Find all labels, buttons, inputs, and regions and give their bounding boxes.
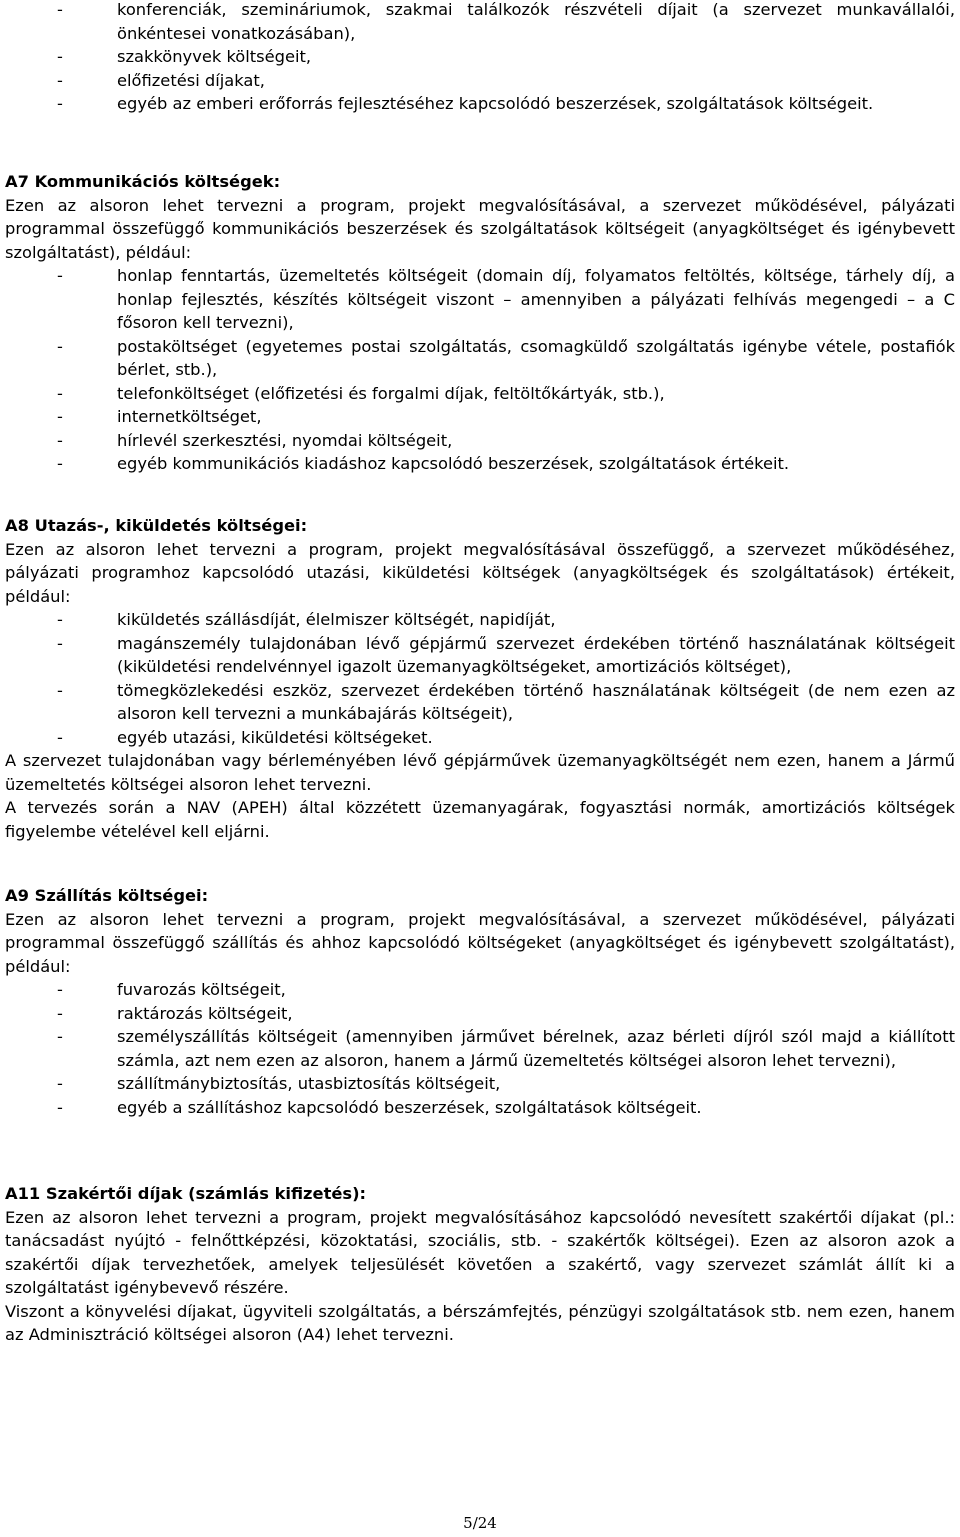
list-item-text: egyéb kommunikációs kiadáshoz kapcsolódó beszerzések, szolgáltatások értékeit. (117, 454, 790, 473)
list-item (5, 978, 955, 1002)
list-dash: - (57, 430, 63, 450)
section-a9 (5, 884, 955, 1119)
section-intro: Ezen az alsoron lehet tervezni a program, projekt megvalósításához kapcsolódó nevesített szakértői díjakat (pl.: tanácsadást nyújtó - felnőttképzési, közoktatási, szociális, stb. - szakértők költségei). Ezen az alsoron azok a szakértői díjak tervezhetőek, amelyek teljesülését követően a szakértő, vagy szervezet számlát állít ki a szolgáltatást igénybevevő részére. (5, 1207, 955, 1297)
list-dash: - (57, 454, 63, 473)
section-note: A tervezés során a NAV (APEH) által közzétett üzemanyagárak, fogyasztási normák, amortizációs költségek figyelembe vételével kell eljárni. (5, 798, 955, 841)
section-intro: Ezen az alsoron lehet tervezni a program, projekt megvalósításával, a szervezet működésével, pályázati programmal összefüggő szállítás és ahhoz kapcsolódó költségeket (anyagköltséget és igénybevett szolgáltatást), például: (5, 909, 955, 976)
list-dash: - (57, 1097, 63, 1117)
section-note: A szervezet tulajdonában vagy bérleményében lévő gépjárművek üzemanyagköltségét nem ezen, hanem a Jármű üzemeltetés költségei alsoron lehet tervezni. (5, 751, 955, 794)
list-item-text: telefonköltséget (előfizetési és forgalmi díjak, feltöltőkártyák, stb.), (117, 383, 665, 403)
list-item-text: postaköltséget (egyetemes postai szolgáltatás, csomagküldő szolgáltatás igénybe vétele, postafiók bérlet, stb.), (117, 336, 955, 379)
section-a11 (5, 1182, 955, 1347)
list-dash: - (57, 610, 63, 629)
list-item (5, 45, 955, 69)
list-item-text: személyszállítás költségeit (amennyiben járművet bérelnek, azaz bérleti díjról szól majd a kiállított számla, azt nem ezen az alsoron, hanem a Jármű üzemeltetés költségei alsoron lehet tervezni), (117, 1027, 955, 1070)
section-heading: A9 Szállítás költségei: (5, 886, 209, 905)
list-item-text: internetköltséget, (117, 407, 262, 426)
list-item-text: egyéb az emberi erőforrás fejlesztéséhez kapcsolódó beszerzések, szolgáltatások költségeit. (117, 94, 874, 113)
list-item (5, 608, 955, 632)
list-item-text: honlap fenntartás, üzemeltetés költségeit (domain díj, folyamatos feltöltés, költsége, tárhely díj, a honlap fejlesztés, készítés költségeit viszont – amennyiben a pályázati felhívás megengedi – a C fősoron kell tervezni), (117, 266, 955, 332)
list-item-text: szállítmánybiztosítás, utasbiztosítás költségeit, (117, 1074, 501, 1093)
list-item (5, 264, 955, 335)
list-item (5, 452, 955, 476)
list-dash: - (57, 70, 63, 90)
list-dash: - (57, 1074, 63, 1093)
list-item-text: egyéb a szállításhoz kapcsolódó beszerzések, szolgáltatások költségeit. (117, 1097, 702, 1117)
list-item (5, 632, 955, 679)
list-item (5, 1072, 955, 1096)
list-item-text: szakkönyvek költségeit, (117, 47, 312, 66)
section-intro: Ezen az alsoron lehet tervezni a program, projekt megvalósításával összefüggő, a szervezet működéséhez, pályázati programhoz kapcsolódó utazási, kiküldetési költségek (anyagköltségek és szolgáltatások) értékeit, például: (5, 539, 955, 606)
list-item (5, 335, 955, 382)
list-item (5, 726, 955, 750)
list-item-text: fuvarozás költségeit, (117, 980, 286, 999)
section-heading: A8 Utazás-, kiküldetés költségei: (5, 516, 308, 535)
section-a7 (5, 170, 955, 476)
list-item (5, 679, 955, 726)
list-dash: - (57, 680, 63, 700)
list-item (5, 69, 955, 93)
list-dash: - (57, 266, 63, 285)
list-item (5, 1096, 955, 1120)
list-item (5, 405, 955, 429)
list-item (5, 0, 955, 45)
list-item-text: raktározás költségeit, (117, 1003, 293, 1023)
list-item-text: egyéb utazási, kiküldetési költségeket. (117, 727, 433, 747)
list-dash: - (57, 0, 63, 19)
section-a8 (5, 514, 955, 843)
list-dash: - (57, 1027, 63, 1046)
list-item (5, 1002, 955, 1026)
list-item-text: kiküldetés szállásdíját, élelmiszer költségét, napidíját, (117, 610, 556, 629)
list-dash: - (57, 980, 63, 999)
list-item-text: tömegközlekedési eszköz, szervezet érdekében történő használatának költségeit (de nem ezen az alsoron kell tervezni a munkábajárás költségeit), (117, 680, 955, 723)
list-item-text: előfizetési díjakat, (117, 70, 265, 90)
section-heading: A11 Szakértői díjak (számlás kifizetés): (5, 1184, 367, 1203)
list-dash: - (57, 727, 63, 747)
continued-list (5, 0, 955, 116)
list-dash: - (57, 407, 63, 426)
list-item-text: magánszemély tulajdonában lévő gépjármű szervezet érdekében történő használatának költségeit (kiküldetési rendelvénnyel igazolt üzemanyagköltségeket, amortizációs költséget), (117, 633, 955, 676)
list-dash: - (57, 1003, 63, 1023)
list-item-text: hírlevél szerkesztési, nyomdai költségeit, (117, 430, 453, 450)
section-heading: A7 Kommunikációs költségek: (5, 172, 281, 191)
section-intro: Ezen az alsoron lehet tervezni a program, projekt megvalósításával, a szervezet működésével, pályázati programmal összefüggő kommunikációs beszerzések és szolgáltatások költségeit (anyagköltséget és igénybevett szolgáltatást), például: (5, 195, 955, 262)
list-item (5, 92, 955, 116)
list-dash: - (57, 336, 63, 356)
page-number: 5/24 (463, 1514, 497, 1532)
list-item (5, 382, 955, 406)
list-item (5, 429, 955, 453)
list-item (5, 1025, 955, 1072)
list-item-text: konferenciák, szemináriumok, szakmai találkozók részvételi díjait (a szervezet munkavállalói, önkéntesei vonatkozásában), (117, 0, 955, 43)
list-dash: - (57, 383, 63, 403)
list-dash: - (57, 94, 63, 113)
list-dash: - (57, 47, 63, 66)
list-dash: - (57, 633, 63, 653)
section-note: Viszont a könyvelési díjakat, ügyviteli szolgáltatás, a bérszámfejtés, pénzügyi szolgáltatások stb. nem ezen, hanem az Adminisztráció költségei alsoron (A4) lehet tervezni. (5, 1301, 955, 1344)
